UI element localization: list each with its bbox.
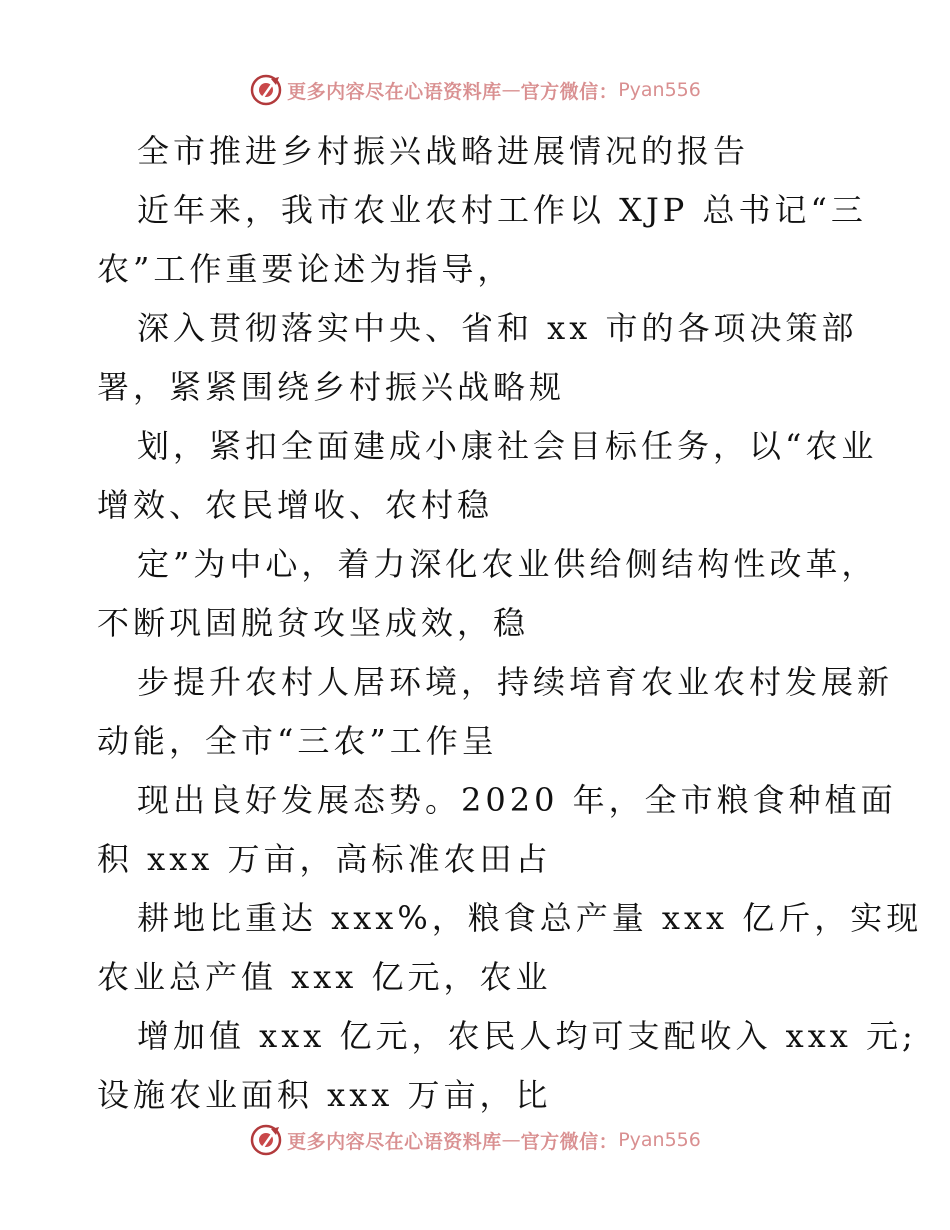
paragraph-line: 积 xxx 万亩，高标准农田占 <box>97 840 552 878</box>
logo-icon <box>249 1123 283 1157</box>
paragraph-line: 农业总产值 xxx 亿元，农业 <box>97 958 552 996</box>
document-body <box>97 122 923 1125</box>
paragraph-line: 现出良好发展态势。2020 年，全市粮食种植面 <box>137 781 897 819</box>
watermark-id: Pyan556 <box>618 1129 701 1151</box>
watermark-text: 更多内容尽在心语资料库 <box>287 1130 502 1153</box>
watermark-text: 更多内容尽在心语资料库 <box>287 80 502 103</box>
watermark-id: Pyan556 <box>618 79 701 101</box>
watermark-dash: — <box>501 1129 521 1151</box>
document-title: 全市推进乡村振兴战略进展情况的报告 <box>137 132 750 170</box>
watermark-contact: 官方微信： <box>520 1130 619 1153</box>
paragraph-line: 划，紧扣全面建成小康社会目标任务，以“农业 <box>137 427 878 465</box>
logo-icon <box>249 73 283 107</box>
paragraph-line: 动能，全市“三农”工作呈 <box>97 722 498 760</box>
paragraph-line: 近年来，我市农业农村工作以 XJP 总书记“三 <box>137 191 867 229</box>
paragraph-line: 不断巩固脱贫攻坚成效，稳 <box>97 604 530 642</box>
paragraph-line: 耕地比重达 xxx%，粮食总产量 xxx 亿斤，实现 <box>137 899 923 937</box>
watermark-dash: — <box>501 79 521 101</box>
paragraph-line: 增加值 xxx 亿元，农民人均可支配收入 xxx 元; <box>137 1017 917 1055</box>
paragraph-line: 深入贯彻落实中央、省和 xx 市的各项决策部 <box>137 309 858 347</box>
paragraph-line: 步提升农村人居环境，持续培育农业农村发展新 <box>137 663 894 701</box>
watermark-contact: 官方微信： <box>520 80 619 103</box>
paragraph-line: 设施农业面积 xxx 万亩，比 <box>97 1076 552 1114</box>
header-watermark <box>0 70 950 110</box>
paragraph-line: 增效、农民增收、农村稳 <box>97 486 494 524</box>
paragraph-line: 署，紧紧围绕乡村振兴战略规 <box>97 368 566 406</box>
footer-watermark <box>0 1120 950 1160</box>
paragraph-line: 农”工作重要论述为指导， <box>97 250 514 288</box>
paragraph-line: 定”为中心，着力深化农业供给侧结构性改革， <box>137 545 878 583</box>
